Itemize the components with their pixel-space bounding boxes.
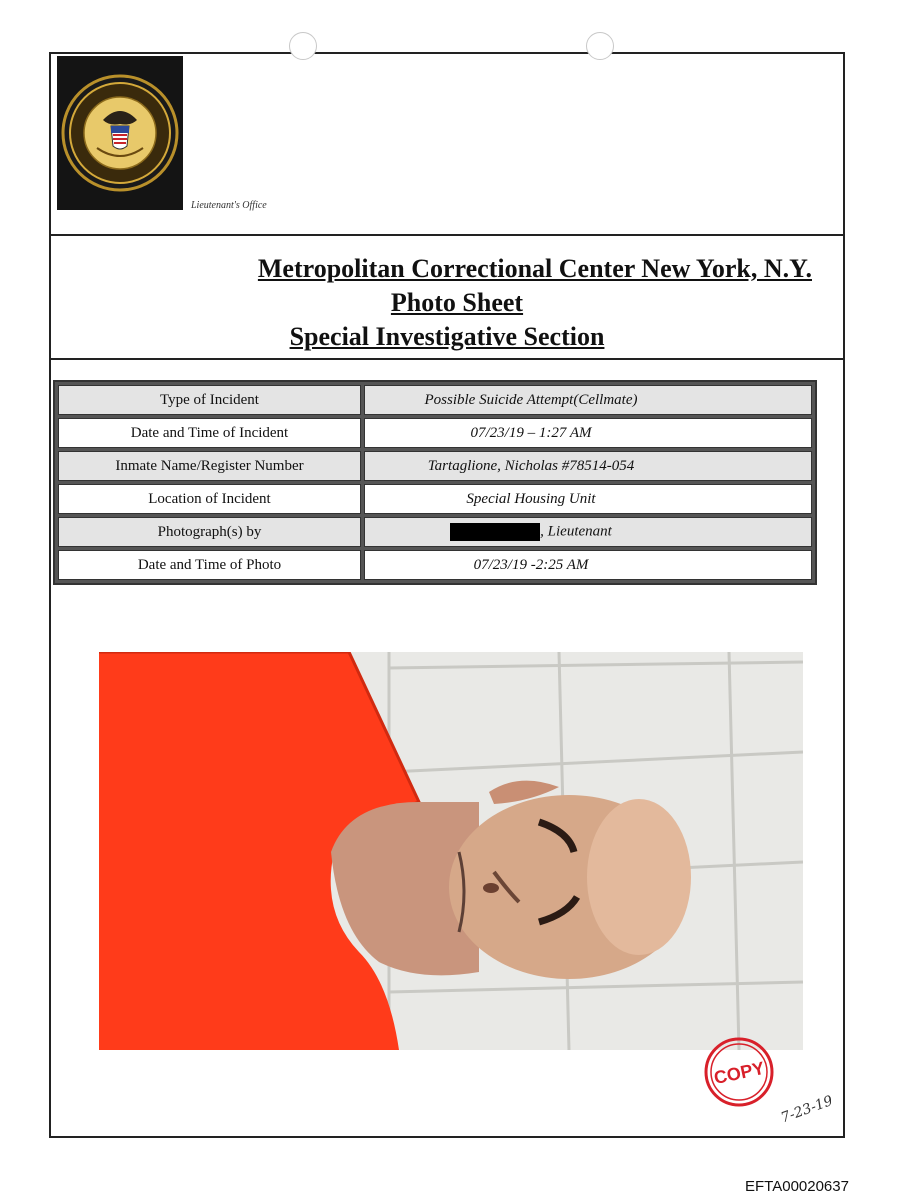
photo-sheet [49,52,845,1138]
stamp-text: COPY [712,1057,767,1089]
document-id: EFTA00020637 [745,1178,849,1195]
header-section [51,54,843,236]
row-value [364,517,812,547]
section-title: Special Investigative Section [289,322,605,351]
binder-hole-left [289,32,317,60]
row-label: Location of Incident [58,484,361,514]
row-label: Inmate Name/Register Number [58,451,361,481]
row-label: Photograph(s) by [58,517,361,547]
table-row [58,517,812,547]
row-value: 07/23/19 -2:25 AM [364,550,812,580]
row-value: 07/23/19 – 1:27 AM [364,418,812,448]
row-value: Possible Suicide Attempt(Cellmate) [364,385,812,415]
inmate-photo [99,652,803,1050]
title-section [51,234,843,360]
table-row [58,484,812,514]
table-row [58,418,812,448]
copy-stamp [701,1034,831,1124]
incident-table [53,380,817,585]
row-label: Type of Incident [58,385,361,415]
office-label: Lieutenant's Office [191,200,267,211]
row-label: Date and Time of Photo [58,550,361,580]
table-row [58,451,812,481]
stamp-handwriting: 7-23-19 [778,1092,831,1124]
table-row [58,385,812,415]
photographer-title: , Lieutenant [540,523,612,540]
table-row [58,550,812,580]
sheet-title: Photo Sheet [390,288,524,317]
binder-hole-right [586,32,614,60]
copy-stamp-icon [701,1034,831,1124]
row-value: Tartaglione, Nicholas #78514-054 [364,451,812,481]
redaction-bar [450,523,540,541]
photo-image [99,652,803,1050]
row-label: Date and Time of Incident [58,418,361,448]
facility-title: Metropolitan Correctional Center New York, N.Y. [257,254,812,283]
doj-seal [57,56,183,210]
row-value: Special Housing Unit [364,484,812,514]
bop-seal-icon [61,74,179,192]
